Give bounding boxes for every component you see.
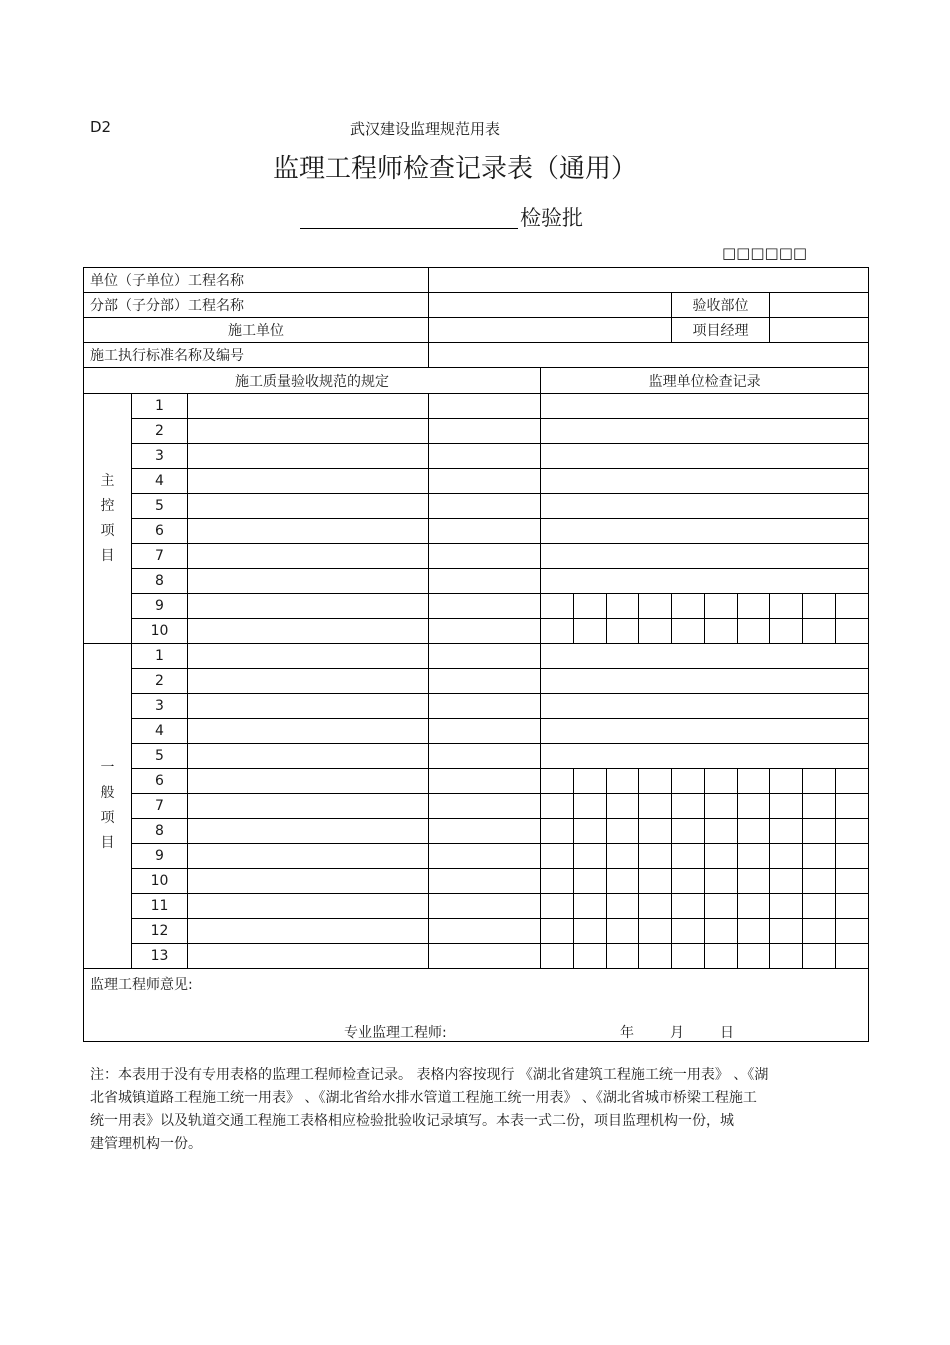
record-grid-cell[interactable] — [541, 919, 574, 944]
general-item-row — [84, 669, 869, 694]
spec-value-cell[interactable] — [429, 719, 541, 744]
record-grid-cell[interactable] — [574, 794, 607, 819]
project-manager-value[interactable] — [770, 318, 869, 343]
main-items-label: 主 控 项 目 — [84, 394, 132, 644]
main-item-row — [84, 519, 869, 544]
general-item-number: 4 — [132, 719, 188, 744]
spec-value-cell[interactable] — [429, 894, 541, 919]
record-grid-cell[interactable] — [770, 594, 803, 619]
record-grid-cell[interactable] — [803, 894, 836, 919]
main-item-number: 5 — [132, 494, 188, 519]
record-grid-cell[interactable] — [541, 619, 574, 644]
record-grid-cell[interactable] — [672, 819, 705, 844]
record-grid-cell[interactable] — [705, 819, 738, 844]
record-cell[interactable] — [541, 519, 869, 544]
spec-requirement-cell[interactable] — [188, 394, 429, 419]
record-grid-cell[interactable] — [770, 819, 803, 844]
record-cell[interactable] — [541, 419, 869, 444]
general-item-number: 11 — [132, 894, 188, 919]
spec-requirement-cell[interactable] — [188, 469, 429, 494]
record-grid-cell[interactable] — [836, 619, 869, 644]
spec-requirement-cell[interactable] — [188, 594, 429, 619]
main-item-row — [84, 569, 869, 594]
record-grid-cell[interactable] — [770, 869, 803, 894]
record-grid-cell[interactable] — [541, 869, 574, 894]
record-grid-cell[interactable] — [574, 819, 607, 844]
record-header: 监理单位检查记录 — [541, 368, 869, 394]
spec-value-cell[interactable] — [429, 844, 541, 869]
record-grid-cell[interactable] — [803, 794, 836, 819]
record-cell[interactable] — [541, 694, 869, 719]
general-item-row — [84, 869, 869, 894]
batch-name-blank-line — [300, 228, 518, 229]
spec-requirement-cell[interactable] — [188, 544, 429, 569]
spec-requirement-cell[interactable] — [188, 844, 429, 869]
main-item-number: 6 — [132, 519, 188, 544]
general-item-row — [84, 694, 869, 719]
spec-value-cell[interactable] — [429, 419, 541, 444]
footnote-line: 注：本表用于没有专用表格的监理工程师检查记录。 表格内容按现行 《湖北省建筑工程施工统一用表》 、《湖 — [90, 1067, 769, 1083]
record-grid-cell[interactable] — [803, 594, 836, 619]
record-cell[interactable] — [541, 469, 869, 494]
record-grid-cell[interactable] — [705, 619, 738, 644]
spec-header: 施工质量验收规范的规定 — [84, 368, 541, 394]
subproject-name-value[interactable] — [429, 293, 672, 318]
spec-requirement-cell[interactable] — [188, 494, 429, 519]
record-grid-cell[interactable] — [639, 894, 672, 919]
record-grid-cell[interactable] — [770, 769, 803, 794]
spec-requirement-cell[interactable] — [188, 694, 429, 719]
spec-value-cell[interactable] — [429, 444, 541, 469]
record-cell[interactable] — [541, 394, 869, 419]
general-item-number: 13 — [132, 944, 188, 969]
main-item-row — [84, 469, 869, 494]
record-grid-cell[interactable] — [705, 894, 738, 919]
subproject-name-label: 分部（子分部）工程名称 — [84, 293, 429, 318]
spec-requirement-cell[interactable] — [188, 569, 429, 594]
spec-requirement-cell[interactable] — [188, 944, 429, 969]
record-grid-cell[interactable] — [541, 844, 574, 869]
record-grid-cell[interactable] — [836, 594, 869, 619]
record-grid-cell[interactable] — [738, 819, 770, 844]
opinion-row — [84, 969, 869, 1042]
spec-value-cell[interactable] — [429, 744, 541, 769]
record-grid-cell[interactable] — [607, 919, 639, 944]
main-item-number: 2 — [132, 419, 188, 444]
record-cell[interactable] — [541, 744, 869, 769]
spec-requirement-cell[interactable] — [188, 444, 429, 469]
record-grid-cell[interactable] — [672, 919, 705, 944]
acceptance-part-value[interactable] — [770, 293, 869, 318]
record-grid-cell[interactable] — [574, 944, 607, 969]
spec-requirement-cell[interactable] — [188, 744, 429, 769]
record-cell[interactable] — [541, 669, 869, 694]
record-grid-cell[interactable] — [672, 894, 705, 919]
main-item-number: 1 — [132, 394, 188, 419]
spec-requirement-cell[interactable] — [188, 819, 429, 844]
record-grid-cell[interactable] — [541, 769, 574, 794]
year-label: 年 — [620, 1025, 634, 1041]
record-grid-cell[interactable] — [672, 869, 705, 894]
record-grid-cell[interactable] — [705, 919, 738, 944]
record-grid-cell[interactable] — [639, 844, 672, 869]
general-item-row — [84, 844, 869, 869]
main-item-row — [84, 544, 869, 569]
record-grid-cell[interactable] — [705, 769, 738, 794]
record-grid-cell[interactable] — [705, 944, 738, 969]
construction-unit-label: 施工单位 — [84, 318, 429, 343]
spec-requirement-cell[interactable] — [188, 919, 429, 944]
spec-value-cell[interactable] — [429, 594, 541, 619]
page-title: 监理工程师检查记录表（通用） — [272, 154, 637, 184]
main-item-row — [84, 619, 869, 644]
spec-requirement-cell[interactable] — [188, 769, 429, 794]
general-item-number: 5 — [132, 744, 188, 769]
spec-value-cell[interactable] — [429, 944, 541, 969]
spec-value-cell[interactable] — [429, 394, 541, 419]
general-item-number: 2 — [132, 669, 188, 694]
record-grid-cell[interactable] — [738, 794, 770, 819]
record-grid-cell[interactable] — [770, 794, 803, 819]
record-grid-cell[interactable] — [672, 594, 705, 619]
record-grid-cell[interactable] — [639, 944, 672, 969]
record-grid-cell[interactable] — [607, 619, 639, 644]
record-grid-cell[interactable] — [672, 619, 705, 644]
record-grid-cell[interactable] — [770, 844, 803, 869]
general-item-number: 10 — [132, 869, 188, 894]
main-item-number: 8 — [132, 569, 188, 594]
spec-value-cell[interactable] — [429, 769, 541, 794]
main-item-row — [84, 494, 869, 519]
record-cell[interactable] — [541, 544, 869, 569]
record-grid-cell[interactable] — [738, 944, 770, 969]
record-grid-cell[interactable] — [803, 769, 836, 794]
spec-requirement-cell[interactable] — [188, 519, 429, 544]
general-item-row — [84, 944, 869, 969]
record-grid-cell[interactable] — [607, 594, 639, 619]
project-manager-label: 项目经理 — [672, 318, 770, 343]
record-cell[interactable] — [541, 569, 869, 594]
record-grid-cell[interactable] — [836, 944, 869, 969]
form-number-boxes: □□□□□□ — [722, 244, 808, 262]
project-name-value[interactable] — [429, 268, 869, 293]
record-grid-cell[interactable] — [607, 794, 639, 819]
spec-requirement-cell[interactable] — [188, 669, 429, 694]
record-grid-cell[interactable] — [574, 844, 607, 869]
batch-suffix: 检验批 — [520, 206, 583, 230]
main-item-row — [84, 394, 869, 419]
record-grid-cell[interactable] — [705, 869, 738, 894]
spec-value-cell[interactable] — [429, 644, 541, 669]
record-grid-cell[interactable] — [705, 794, 738, 819]
record-grid-cell[interactable] — [574, 619, 607, 644]
spec-value-cell[interactable] — [429, 469, 541, 494]
record-grid-cell[interactable] — [672, 844, 705, 869]
spec-value-cell[interactable] — [429, 919, 541, 944]
general-items-label: 一 般 项 目 — [84, 644, 132, 969]
record-grid-cell[interactable] — [738, 869, 770, 894]
record-cell[interactable] — [541, 444, 869, 469]
record-grid-cell[interactable] — [574, 769, 607, 794]
spec-value-cell[interactable] — [429, 494, 541, 519]
day-label: 日 — [720, 1025, 734, 1041]
record-grid-cell[interactable] — [574, 894, 607, 919]
record-grid-cell[interactable] — [738, 619, 770, 644]
standard-row — [84, 343, 869, 368]
standard-value[interactable] — [429, 343, 869, 368]
record-grid-cell[interactable] — [836, 819, 869, 844]
record-grid-cell[interactable] — [803, 619, 836, 644]
general-item-row — [84, 769, 869, 794]
record-grid-cell[interactable] — [541, 944, 574, 969]
record-grid-cell[interactable] — [705, 844, 738, 869]
general-item-number: 8 — [132, 819, 188, 844]
record-grid-cell[interactable] — [672, 794, 705, 819]
record-grid-cell[interactable] — [803, 869, 836, 894]
record-grid-cell[interactable] — [607, 819, 639, 844]
record-grid-cell[interactable] — [803, 844, 836, 869]
opinion-label: 监理工程师意见: — [90, 977, 193, 993]
general-item-row — [84, 794, 869, 819]
record-grid-cell[interactable] — [574, 594, 607, 619]
record-grid-cell[interactable] — [639, 619, 672, 644]
record-cell[interactable] — [541, 494, 869, 519]
general-item-number: 12 — [132, 919, 188, 944]
acceptance-part-label: 验收部位 — [672, 293, 770, 318]
record-grid-cell[interactable] — [770, 619, 803, 644]
spec-requirement-cell[interactable] — [188, 419, 429, 444]
footnote-line: 统一用表》以及轨道交通工程施工表格相应检验批验收记录填写。本表一式二份，项目监理机构一份，城 — [90, 1113, 734, 1129]
record-grid-cell[interactable] — [607, 844, 639, 869]
spec-value-cell[interactable] — [429, 819, 541, 844]
form-series-title: 武汉建设监理规范用表 — [350, 120, 501, 138]
record-grid-cell[interactable] — [639, 819, 672, 844]
record-grid-cell[interactable] — [836, 794, 869, 819]
spec-requirement-cell[interactable] — [188, 794, 429, 819]
record-grid-cell[interactable] — [738, 594, 770, 619]
project-name-label: 单位（子单位）工程名称 — [84, 268, 429, 293]
record-grid-cell[interactable] — [639, 594, 672, 619]
spec-value-cell[interactable] — [429, 569, 541, 594]
record-grid-cell[interactable] — [803, 919, 836, 944]
spec-value-cell[interactable] — [429, 794, 541, 819]
record-grid-cell[interactable] — [607, 944, 639, 969]
record-grid-cell[interactable] — [705, 594, 738, 619]
month-label: 月 — [670, 1025, 684, 1041]
general-item-number: 9 — [132, 844, 188, 869]
general-item-row — [84, 819, 869, 844]
spec-requirement-cell[interactable] — [188, 869, 429, 894]
general-item-number: 7 — [132, 794, 188, 819]
signature-label: 专业监理工程师: — [344, 1025, 447, 1041]
record-grid-cell[interactable] — [639, 769, 672, 794]
record-grid-cell[interactable] — [672, 769, 705, 794]
standard-label: 施工执行标准名称及编号 — [84, 343, 429, 368]
main-item-number: 4 — [132, 469, 188, 494]
spec-value-cell[interactable] — [429, 544, 541, 569]
general-item-number: 3 — [132, 694, 188, 719]
record-grid-cell[interactable] — [770, 944, 803, 969]
main-item-number: 7 — [132, 544, 188, 569]
record-grid-cell[interactable] — [541, 819, 574, 844]
record-grid-cell[interactable] — [836, 919, 869, 944]
record-grid-cell[interactable] — [836, 869, 869, 894]
record-grid-cell[interactable] — [607, 894, 639, 919]
record-grid-cell[interactable] — [574, 869, 607, 894]
spec-requirement-cell[interactable] — [188, 644, 429, 669]
record-grid-cell[interactable] — [836, 894, 869, 919]
record-grid-cell[interactable] — [770, 919, 803, 944]
record-grid-cell[interactable] — [607, 769, 639, 794]
record-grid-cell[interactable] — [639, 794, 672, 819]
general-item-number: 1 — [132, 644, 188, 669]
record-grid-cell[interactable] — [541, 894, 574, 919]
project-name-row — [84, 268, 869, 293]
spec-value-cell[interactable] — [429, 619, 541, 644]
record-grid-cell[interactable] — [541, 594, 574, 619]
spec-value-cell[interactable] — [429, 519, 541, 544]
general-item-row — [84, 894, 869, 919]
form-code: D2 — [90, 118, 112, 136]
record-grid-cell[interactable] — [738, 844, 770, 869]
record-grid-cell[interactable] — [639, 919, 672, 944]
record-cell[interactable] — [541, 644, 869, 669]
record-grid-cell[interactable] — [836, 769, 869, 794]
construction-unit-value[interactable] — [429, 318, 672, 343]
general-item-number: 6 — [132, 769, 188, 794]
construction-unit-row — [84, 318, 869, 343]
main-item-number: 3 — [132, 444, 188, 469]
general-item-row — [84, 719, 869, 744]
spec-value-cell[interactable] — [429, 694, 541, 719]
opinion-cell[interactable] — [84, 969, 869, 1042]
record-grid-cell[interactable] — [639, 869, 672, 894]
general-item-row — [84, 644, 869, 669]
spec-requirement-cell[interactable] — [188, 619, 429, 644]
main-item-row — [84, 419, 869, 444]
inspection-record-table — [83, 267, 869, 1042]
section-header-row — [84, 368, 869, 394]
record-grid-cell[interactable] — [803, 819, 836, 844]
footnote-line: 建管理机构一份。 — [90, 1136, 202, 1152]
spec-value-cell[interactable] — [429, 869, 541, 894]
record-grid-cell[interactable] — [738, 919, 770, 944]
spec-value-cell[interactable] — [429, 669, 541, 694]
main-item-row — [84, 444, 869, 469]
record-cell[interactable] — [541, 719, 869, 744]
record-grid-cell[interactable] — [803, 944, 836, 969]
main-item-number: 10 — [132, 619, 188, 644]
record-grid-cell[interactable] — [738, 894, 770, 919]
record-grid-cell[interactable] — [607, 869, 639, 894]
record-grid-cell[interactable] — [541, 794, 574, 819]
spec-requirement-cell[interactable] — [188, 894, 429, 919]
record-grid-cell[interactable] — [836, 844, 869, 869]
record-grid-cell[interactable] — [672, 944, 705, 969]
record-grid-cell[interactable] — [738, 769, 770, 794]
subproject-row — [84, 293, 869, 318]
record-grid-cell[interactable] — [574, 919, 607, 944]
footnote-line: 北省城镇道路工程施工统一用表》 、《湖北省给水排水管道工程施工统一用表》 、《湖北省城市桥梁工程施工 — [90, 1090, 757, 1106]
spec-requirement-cell[interactable] — [188, 719, 429, 744]
main-item-row — [84, 594, 869, 619]
general-item-row — [84, 919, 869, 944]
general-item-row — [84, 744, 869, 769]
main-item-number: 9 — [132, 594, 188, 619]
record-grid-cell[interactable] — [770, 894, 803, 919]
footnote — [90, 1064, 862, 1156]
